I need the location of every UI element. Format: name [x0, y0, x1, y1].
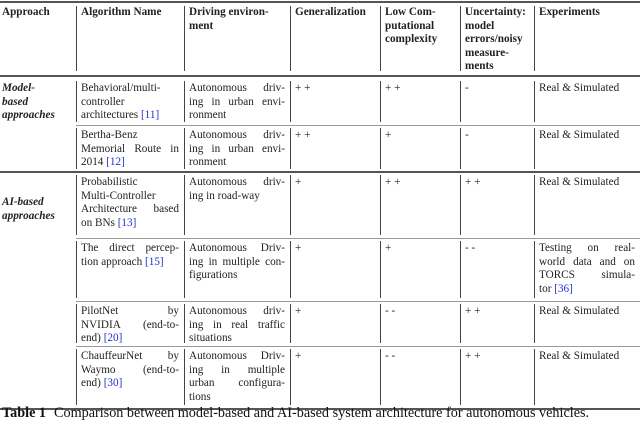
- cell-line: [81, 203, 179, 217]
- driving-environment: [189, 129, 285, 170]
- caption-label: Table 1: [2, 405, 47, 421]
- cell-line: [539, 176, 635, 190]
- cell-line: [2, 6, 71, 20]
- group-label-ai-based: [2, 196, 71, 223]
- column-divider: [290, 304, 291, 343]
- cell-text: Algorithm Name: [81, 6, 162, 18]
- cell-text: + +: [465, 305, 481, 317]
- cell-text: ronment: [189, 109, 227, 122]
- cell-line: [465, 33, 529, 47]
- cell-line: [385, 20, 455, 34]
- cell-line: [189, 176, 285, 190]
- cell-line: [81, 129, 179, 143]
- cell-line: [295, 6, 375, 20]
- column-divider: [184, 81, 185, 122]
- uncertainty-rating: [465, 176, 529, 190]
- algorithm-name: [81, 242, 179, 269]
- column-divider: [184, 241, 185, 298]
- cell-text: Testing on real-: [539, 242, 635, 254]
- cell-line: [465, 350, 529, 364]
- cell-text: TORCS simula-: [539, 269, 635, 282]
- cell-text: Autonomous driv-: [189, 305, 285, 317]
- column-divider: [534, 6, 535, 71]
- complexity-rating: [385, 82, 455, 96]
- driving-environment: [189, 176, 285, 203]
- cell-text: figurations: [189, 269, 238, 282]
- column-divider: [290, 241, 291, 298]
- column-divider: [76, 6, 77, 71]
- cell-text: Real & Simulated: [539, 82, 620, 94]
- cell-line: [189, 350, 285, 364]
- uncertainty-rating: [465, 82, 529, 96]
- cell-line: [81, 6, 179, 20]
- group-label-model-based: [2, 82, 71, 123]
- group-rule: [0, 171, 640, 173]
- citation-link[interactable]: [30]: [100, 377, 123, 390]
- header-5: [465, 6, 529, 74]
- cell-line: [189, 319, 285, 333]
- citation-link[interactable]: [20]: [100, 332, 123, 345]
- cell-line: [81, 256, 179, 270]
- cell-line: [539, 283, 635, 297]
- cell-text: -: [465, 82, 469, 94]
- cell-text: Autonomous driv-: [189, 82, 285, 94]
- cell-text: Driving environ-: [189, 6, 269, 18]
- cell-line: [295, 82, 375, 96]
- cell-text: + +: [385, 176, 401, 188]
- cell-text: +: [385, 242, 392, 254]
- cell-line: [465, 129, 529, 143]
- cell-text: Experiments: [539, 6, 600, 18]
- column-divider: [380, 349, 381, 405]
- generalization-rating: [295, 242, 375, 256]
- cell-line: [385, 82, 455, 96]
- cell-text: Uncertainty:: [465, 6, 526, 18]
- cell-text: ronment: [189, 156, 227, 169]
- driving-environment: [189, 242, 285, 283]
- complexity-rating: [385, 242, 455, 256]
- cell-line: [81, 319, 179, 333]
- cell-text: end): [81, 332, 101, 345]
- cell-line: [81, 332, 179, 346]
- column-divider: [380, 304, 381, 343]
- cell-text: ing in urban envi-: [189, 142, 285, 155]
- cell-line: [295, 350, 375, 364]
- cell-line: [539, 242, 635, 256]
- cell-line: [189, 6, 285, 20]
- cell-text: +: [295, 176, 302, 188]
- cell-text: Autonomous driv-: [189, 176, 285, 188]
- cell-line: [189, 20, 285, 34]
- cell-line: [81, 82, 179, 96]
- cell-line: [189, 269, 285, 283]
- cell-text: measure-: [465, 46, 509, 59]
- cell-text: based: [2, 95, 29, 108]
- cell-text: Autonomous Driv-: [189, 350, 285, 362]
- cell-text: +: [385, 129, 392, 141]
- column-divider: [184, 304, 185, 343]
- column-divider: [534, 304, 535, 343]
- cell-text: tions: [189, 390, 211, 403]
- cell-line: [385, 129, 455, 143]
- experiments: [539, 82, 635, 96]
- column-divider: [380, 175, 381, 235]
- algorithm-name: [81, 82, 179, 123]
- cell-text: Real & Simulated: [539, 350, 620, 362]
- cell-line: [189, 143, 285, 157]
- cell-line: [2, 82, 71, 96]
- cell-line: [539, 6, 635, 20]
- cell-text: Low Com-: [385, 6, 436, 18]
- cell-text: NVIDIA (end-to-: [81, 318, 179, 331]
- cell-text: Real & Simulated: [539, 176, 620, 188]
- row-divider: [76, 238, 640, 239]
- cell-text: tion approach: [81, 255, 143, 268]
- cell-text: approaches: [2, 209, 55, 222]
- cell-line: [539, 129, 635, 143]
- cell-line: [465, 82, 529, 96]
- cell-line: [295, 242, 375, 256]
- cell-text: Real & Simulated: [539, 129, 620, 141]
- generalization-rating: [295, 350, 375, 364]
- citation-link[interactable]: [36]: [551, 282, 573, 295]
- cell-text: Model-: [2, 82, 35, 94]
- header-2: [189, 6, 285, 33]
- cell-line: [465, 60, 529, 74]
- cell-line: [189, 256, 285, 270]
- header-3: [295, 6, 375, 20]
- cell-text: - -: [385, 350, 396, 362]
- header-4: [385, 6, 455, 47]
- cell-line: [385, 242, 455, 256]
- header-rule: [0, 75, 640, 77]
- caption-text: Comparison between model-based and AI-based system architecture for autonomous vehicles.: [54, 405, 590, 421]
- cell-text: Approach: [2, 6, 50, 18]
- column-divider: [76, 81, 77, 122]
- uncertainty-rating: [465, 129, 529, 143]
- cell-text: The direct percep-: [81, 242, 179, 254]
- generalization-rating: [295, 82, 375, 96]
- cell-text: urban configura-: [189, 377, 285, 390]
- column-divider: [76, 128, 77, 169]
- algorithm-name: [81, 176, 179, 230]
- cell-text: PilotNet by: [81, 305, 179, 317]
- cell-line: [385, 305, 455, 319]
- cell-line: [539, 82, 635, 96]
- row-divider: [76, 125, 640, 126]
- header-6: [539, 6, 635, 20]
- cell-line: [385, 176, 455, 190]
- column-divider: [76, 349, 77, 405]
- cell-line: [81, 217, 179, 231]
- cell-text: Bertha-Benz: [81, 129, 138, 141]
- algorithm-name: [81, 305, 179, 346]
- experiments: [539, 305, 635, 319]
- cell-text: Autonomous driv-: [189, 129, 285, 141]
- column-divider: [76, 175, 77, 235]
- cell-text: Probabilistic: [81, 176, 138, 188]
- cell-text: - -: [385, 305, 396, 317]
- cell-line: [465, 47, 529, 61]
- cell-text: -: [465, 129, 469, 141]
- cell-line: [81, 364, 179, 378]
- complexity-rating: [385, 176, 455, 190]
- column-divider: [290, 81, 291, 122]
- cell-text: complexity: [385, 33, 438, 46]
- cell-text: 2014: [81, 156, 104, 169]
- cell-line: [539, 269, 635, 283]
- cell-line: [189, 332, 285, 346]
- cell-line: [189, 391, 285, 405]
- cell-line: [465, 242, 529, 256]
- cell-text: AI-based: [2, 196, 44, 208]
- generalization-rating: [295, 129, 375, 143]
- column-divider: [380, 241, 381, 298]
- cell-text: ing in urban envi-: [189, 95, 285, 108]
- cell-text: + +: [295, 129, 311, 141]
- cell-text: architectures: [81, 109, 139, 122]
- column-divider: [460, 304, 461, 343]
- cell-line: [539, 256, 635, 270]
- column-divider: [184, 175, 185, 235]
- cell-line: [81, 190, 179, 204]
- cell-line: [81, 305, 179, 319]
- column-divider: [460, 175, 461, 235]
- cell-line: [189, 109, 285, 123]
- column-divider: [380, 6, 381, 71]
- cell-text: ing in multiple: [189, 363, 285, 376]
- cell-text: + +: [465, 350, 481, 362]
- generalization-rating: [295, 176, 375, 190]
- cell-text: controller: [81, 95, 125, 108]
- cell-text: ing in real traffic: [189, 318, 285, 331]
- cell-text: Architecture based: [81, 203, 179, 216]
- cell-line: [465, 176, 529, 190]
- uncertainty-rating: [465, 305, 529, 319]
- cell-text: +: [295, 305, 302, 317]
- column-divider: [534, 81, 535, 122]
- cell-line: [295, 305, 375, 319]
- header-0: [2, 6, 71, 20]
- column-divider: [460, 81, 461, 122]
- cell-text: model: [465, 19, 495, 32]
- citation-link[interactable]: [12]: [103, 156, 125, 169]
- cell-text: ing in multiple con-: [189, 255, 285, 268]
- experiments: [539, 242, 635, 296]
- cell-text: on BNs: [81, 216, 115, 229]
- cell-text: approaches: [2, 109, 55, 122]
- cell-text: ing in road-way: [189, 189, 260, 202]
- cell-line: [465, 20, 529, 34]
- column-divider: [534, 128, 535, 169]
- cell-line: [189, 129, 285, 143]
- algorithm-name: [81, 350, 179, 391]
- row-divider: [76, 301, 640, 302]
- column-divider: [76, 241, 77, 298]
- column-divider: [290, 128, 291, 169]
- driving-environment: [189, 350, 285, 404]
- cell-text: end): [81, 377, 101, 390]
- column-divider: [380, 128, 381, 169]
- algorithm-name: [81, 129, 179, 170]
- cell-text: Memorial Route in: [81, 142, 179, 155]
- cell-line: [189, 377, 285, 391]
- experiments: [539, 129, 635, 143]
- cell-text: +: [295, 350, 302, 362]
- cell-line: [2, 196, 71, 210]
- cell-line: [81, 156, 179, 170]
- cell-line: [81, 109, 179, 123]
- cell-text: putational: [385, 19, 435, 32]
- cell-line: [81, 176, 179, 190]
- cell-line: [385, 350, 455, 364]
- column-divider: [184, 128, 185, 169]
- cell-line: [385, 33, 455, 47]
- complexity-rating: [385, 305, 455, 319]
- experiments: [539, 176, 635, 190]
- top-rule: [0, 1, 640, 3]
- cell-text: +: [295, 242, 302, 254]
- cell-line: [189, 190, 285, 204]
- cell-line: [189, 156, 285, 170]
- complexity-rating: [385, 350, 455, 364]
- row-divider: [76, 346, 640, 347]
- cell-text: + +: [465, 176, 481, 188]
- citation-link[interactable]: [11]: [138, 109, 160, 122]
- column-divider: [76, 304, 77, 343]
- generalization-rating: [295, 305, 375, 319]
- cell-line: [81, 96, 179, 110]
- driving-environment: [189, 305, 285, 346]
- cell-line: [189, 364, 285, 378]
- column-divider: [290, 6, 291, 71]
- cell-line: [189, 82, 285, 96]
- cell-text: ChauffeurNet by: [81, 350, 179, 362]
- experiments: [539, 350, 635, 364]
- cell-line: [295, 129, 375, 143]
- column-divider: [290, 175, 291, 235]
- cell-line: [81, 143, 179, 157]
- column-divider: [534, 349, 535, 405]
- column-divider: [460, 349, 461, 405]
- column-divider: [460, 128, 461, 169]
- cell-line: [81, 242, 179, 256]
- uncertainty-rating: [465, 242, 529, 256]
- cell-text: - -: [465, 242, 476, 254]
- column-divider: [534, 175, 535, 235]
- uncertainty-rating: [465, 350, 529, 364]
- cell-text: + +: [295, 82, 311, 94]
- cell-text: Real & Simulated: [539, 305, 620, 317]
- cell-text: + +: [385, 82, 401, 94]
- cell-line: [385, 6, 455, 20]
- cell-text: situations: [189, 332, 232, 345]
- column-divider: [380, 81, 381, 122]
- complexity-rating: [385, 129, 455, 143]
- citation-link[interactable]: [13]: [114, 216, 137, 229]
- column-divider: [460, 241, 461, 298]
- column-divider: [184, 349, 185, 405]
- table-caption: [2, 405, 632, 422]
- cell-text: Multi-Controller: [81, 189, 156, 202]
- cell-line: [2, 210, 71, 224]
- citation-link[interactable]: [15]: [142, 255, 164, 268]
- header-1: [81, 6, 179, 20]
- cell-text: errors/noisy: [465, 33, 523, 46]
- cell-line: [81, 350, 179, 364]
- driving-environment: [189, 82, 285, 123]
- cell-line: [2, 96, 71, 110]
- cell-line: [539, 350, 635, 364]
- column-divider: [534, 241, 535, 298]
- cell-text: Waymo (end-to-: [81, 363, 179, 376]
- cell-line: [465, 6, 529, 20]
- cell-text: Autonomous Driv-: [189, 242, 285, 254]
- column-divider: [460, 6, 461, 71]
- cell-text: Behavioral/multi-: [81, 82, 161, 94]
- cell-line: [295, 176, 375, 190]
- cell-text: ments: [465, 60, 494, 73]
- cell-line: [465, 305, 529, 319]
- cell-text: Generalization: [295, 6, 366, 18]
- cell-text: tor: [539, 282, 552, 295]
- cell-line: [81, 377, 179, 391]
- column-divider: [290, 349, 291, 405]
- cell-text: world data and on: [539, 255, 635, 268]
- cell-line: [539, 305, 635, 319]
- cell-line: [189, 305, 285, 319]
- cell-text: ment: [189, 19, 214, 32]
- column-divider: [184, 6, 185, 71]
- cell-line: [189, 242, 285, 256]
- cell-line: [189, 96, 285, 110]
- cell-line: [2, 109, 71, 123]
